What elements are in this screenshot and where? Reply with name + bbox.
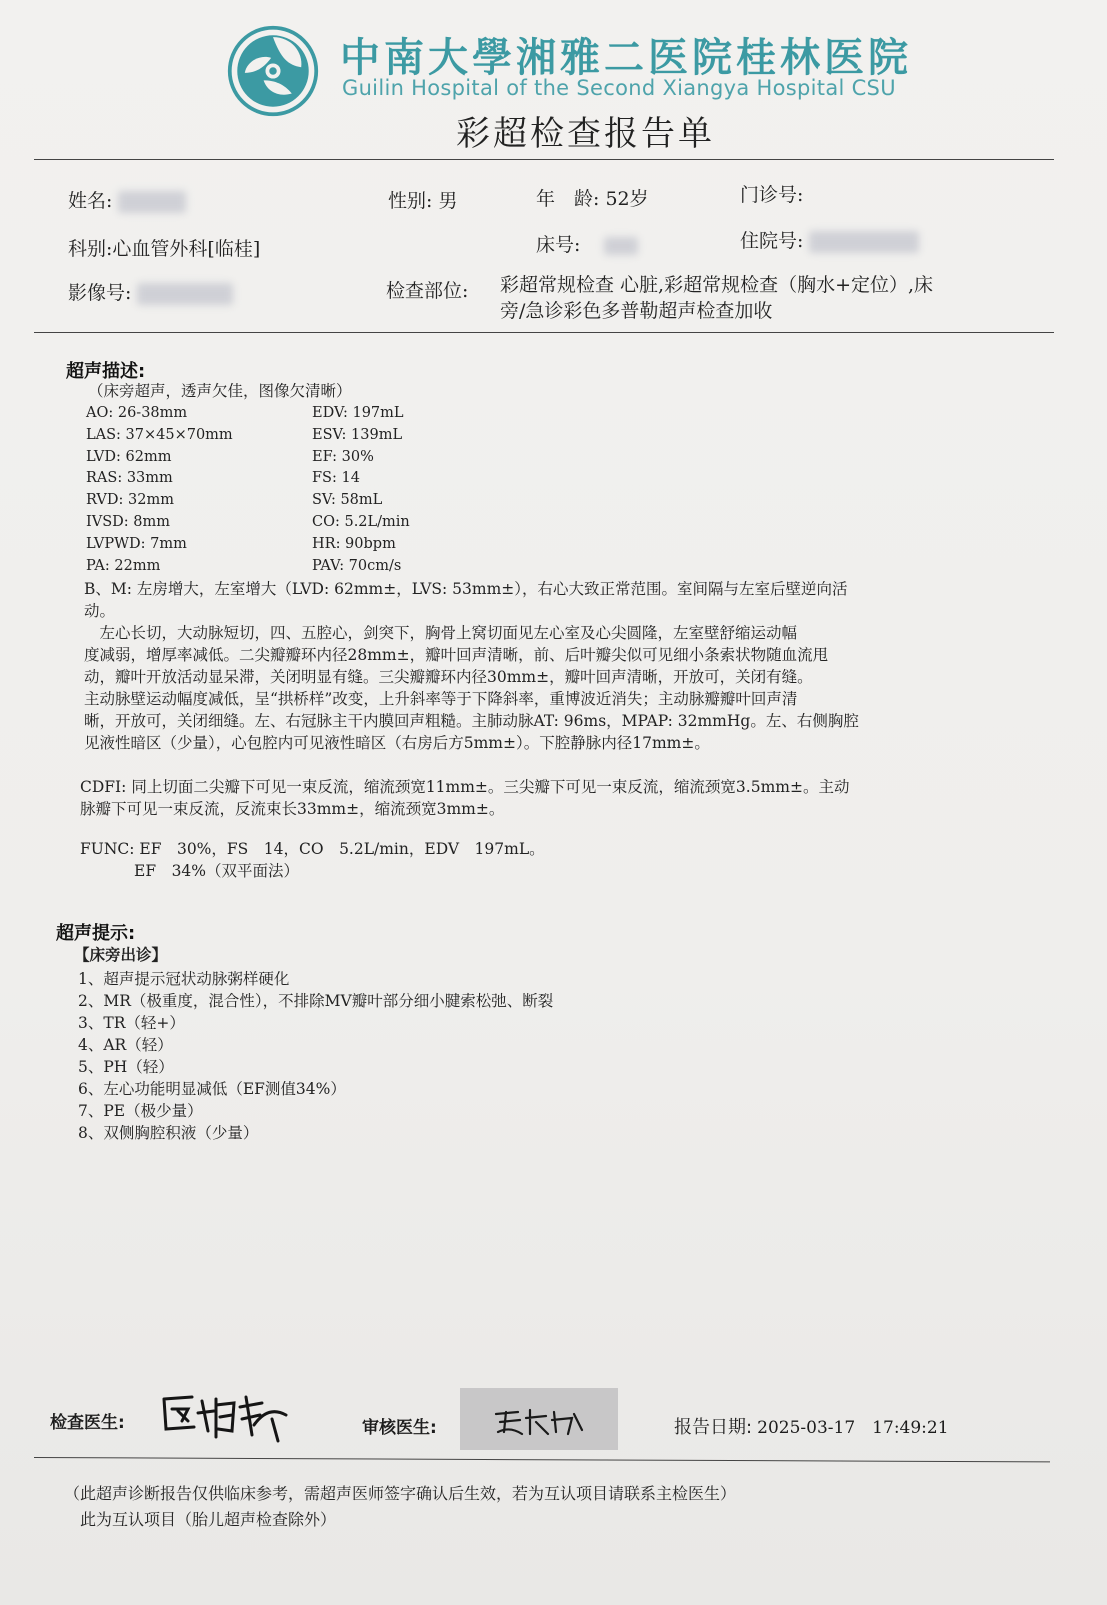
measurement-edv: EDV: 197mL <box>312 405 404 421</box>
measurement-lvpwd: LVPWD: 7mm <box>86 535 187 552</box>
age-label: 年 龄: <box>536 188 600 210</box>
measurement-lvd: LVD: 62mm <box>86 448 172 465</box>
cdfi-line-1: CDFI: 同上切面二尖瓣下可见一束反流，缩流颈宽11mm±。三尖瓣下可见一束反流，缩流颈宽3.5mm±。主动 <box>80 778 850 796</box>
name-field <box>68 186 186 213</box>
hospital-name-cn: 中南大學湘雅二医院桂林医院 <box>340 34 912 81</box>
name-redacted <box>118 191 186 213</box>
measurement-sv: SV: 58mL <box>312 492 383 509</box>
echo-findings-paragraph <box>84 622 1004 754</box>
examiner-label: 检查医生: <box>50 1413 125 1433</box>
conclusion-item: 3、TR（轻+） <box>78 1014 185 1032</box>
bed-label: 床号: <box>536 234 581 256</box>
hospital-logo-icon <box>226 24 320 118</box>
examiner-signature-icon <box>158 1385 294 1447</box>
conclusion-item: 8、双侧胸腔积液（少量） <box>78 1124 259 1142</box>
bedside-tag: 【床旁出诊】 <box>74 945 168 964</box>
findings-line-4: 主动脉壁运动幅度减低，呈“拱桥样”改变，上升斜率等于下降斜率，重博波近消失；主动脉瓣瓣叶回声清 <box>84 690 798 708</box>
disclaimer-note: （此超声诊断报告仅供临床参考，需超声医师签字确认后生效，若为互认项目请联系主检医生） <box>64 1484 737 1503</box>
conclusion-item: 6、左心功能明显减低（EF测值34%） <box>78 1080 346 1098</box>
cdfi-paragraph <box>80 776 1020 820</box>
conclusion-list <box>78 968 553 1144</box>
conclusion-item: 1、超声提示冠状动脉粥样硬化 <box>78 970 290 988</box>
age-field <box>536 184 649 211</box>
measurement-esv: ESV: 139mL <box>312 426 403 443</box>
conclusion-item: 5、PH（轻） <box>78 1058 174 1076</box>
footer-divider <box>34 1457 1050 1462</box>
conclusion-heading: 超声提示: <box>56 923 136 944</box>
measurements-right <box>312 403 410 577</box>
bm-line-1: B、M: 左房增大，左室增大（LVD: 62mm±，LVS: 53mm±），右心大致正常范围。室间隔与左室后壁逆向活 <box>84 580 848 598</box>
hospital-name-en: Guilin Hospital of the Second Xiangya Hospital CSU <box>342 76 896 100</box>
header-divider <box>34 159 1054 160</box>
measurement-co: CO: 5.2L/min <box>312 513 410 530</box>
measurement-fs: FS: 14 <box>312 470 360 487</box>
cdfi-line-2: 脉瓣下可见一束反流，反流束长33mm±，缩流颈宽3mm±。 <box>80 800 505 818</box>
measurement-ef: EF: 30% <box>312 448 374 465</box>
measurement-ao: AO: 26-38mm <box>86 405 188 421</box>
outpatient-label: 门诊号: <box>740 184 804 206</box>
measurement-ivsd: IVSD: 8mm <box>86 513 170 530</box>
report-title: 彩超检查报告单 <box>456 114 715 154</box>
exam-line-1: 彩超常规检查 心脏,彩超常规检查（胸水+定位）,床 <box>500 274 934 296</box>
reviewer-signature-icon <box>492 1404 588 1438</box>
measurement-pav: PAV: 70cm/s <box>312 557 402 574</box>
dept-value: 心血管外科[临桂] <box>112 238 261 260</box>
dept-field <box>68 234 260 261</box>
bed-field <box>536 230 638 257</box>
func-line-1: FUNC: EF 30%，FS 14，CO 5.2L/min，EDV 197mL。 <box>80 840 545 858</box>
bm-mode-paragraph <box>84 578 1004 622</box>
mutual-recognition-note: 此为互认项目（胎儿超声检查除外） <box>80 1510 337 1529</box>
exam-label: 检查部位: <box>386 280 469 302</box>
image-field <box>68 278 233 305</box>
bed-redacted <box>604 237 638 255</box>
info-divider <box>34 332 1054 333</box>
report-date-field <box>674 1413 949 1439</box>
image-label: 影像号: <box>68 282 132 304</box>
reviewer-label: 审核医生: <box>362 1418 437 1438</box>
inpatient-redacted <box>809 231 919 253</box>
gender-field <box>388 186 457 213</box>
findings-line-3: 动，瓣叶开放活动显呆滞，关闭明显有缝。三尖瓣瓣环内径30mm±，瓣叶回声清晰，开放可，关闭有缝。 <box>84 668 813 686</box>
findings-line-2: 度减弱，增厚率减低。二尖瓣瓣环内径28mm±，瓣叶回声清晰，前、后叶瓣尖似可见细小条索状物随血流甩 <box>84 646 829 664</box>
conclusion-item: 4、AR（轻） <box>78 1036 173 1054</box>
findings-line-6: 见液性暗区（少量），心包腔内可见液性暗区（右房后方5mm±）。下腔静脉内径17mm±。 <box>84 734 710 752</box>
measurement-las: LAS: 37×45×70mm <box>86 426 233 443</box>
inpatient-label: 住院号: <box>740 230 804 252</box>
bm-line-2: 动。 <box>84 602 116 620</box>
measurement-ras: RAS: 33mm <box>86 470 173 487</box>
exam-line-2: 旁/急诊彩色多普勒超声检查加收 <box>500 300 773 322</box>
age-value: 52岁 <box>605 188 649 210</box>
findings-line-1: 左心长切，大动脉短切，四、五腔心，剑突下，胸骨上窝切面见左心室及心尖圆隆，左室壁舒缩运动幅 <box>84 624 798 642</box>
measurement-rvd: RVD: 32mm <box>86 492 174 509</box>
dept-label: 科别: <box>68 238 113 260</box>
report-date-value: 2025-03-17 17:49:21 <box>757 1418 949 1438</box>
func-line-2: EF 34%（双平面法） <box>134 862 300 880</box>
name-label: 姓名: <box>68 190 113 212</box>
image-quality-note: （床旁超声，透声欠佳，图像欠清晰） <box>88 382 352 400</box>
conclusion-item: 2、MR（极重度，混合性），不排除MV瓣叶部分细小腱索松弛、断裂 <box>78 992 554 1010</box>
inpatient-field <box>740 226 919 253</box>
measurement-hr: HR: 90bpm <box>312 535 396 552</box>
measurement-pa: PA: 22mm <box>86 557 161 574</box>
date-label: 报告日期: <box>674 1417 753 1438</box>
conclusion-item: 7、PE（极少量） <box>78 1102 203 1120</box>
gender-label: 性别: <box>388 190 433 212</box>
gender-value: 男 <box>438 190 458 212</box>
measurements-left <box>86 403 233 577</box>
description-heading: 超声描述: <box>66 361 146 382</box>
image-redacted <box>137 283 233 305</box>
findings-line-5: 晰，开放可，关闭细缝。左、右冠脉主干内膜回声粗糙。主肺动脉AT: 96ms，MPAP: 32mmHg。左、右侧胸腔 <box>84 712 859 730</box>
